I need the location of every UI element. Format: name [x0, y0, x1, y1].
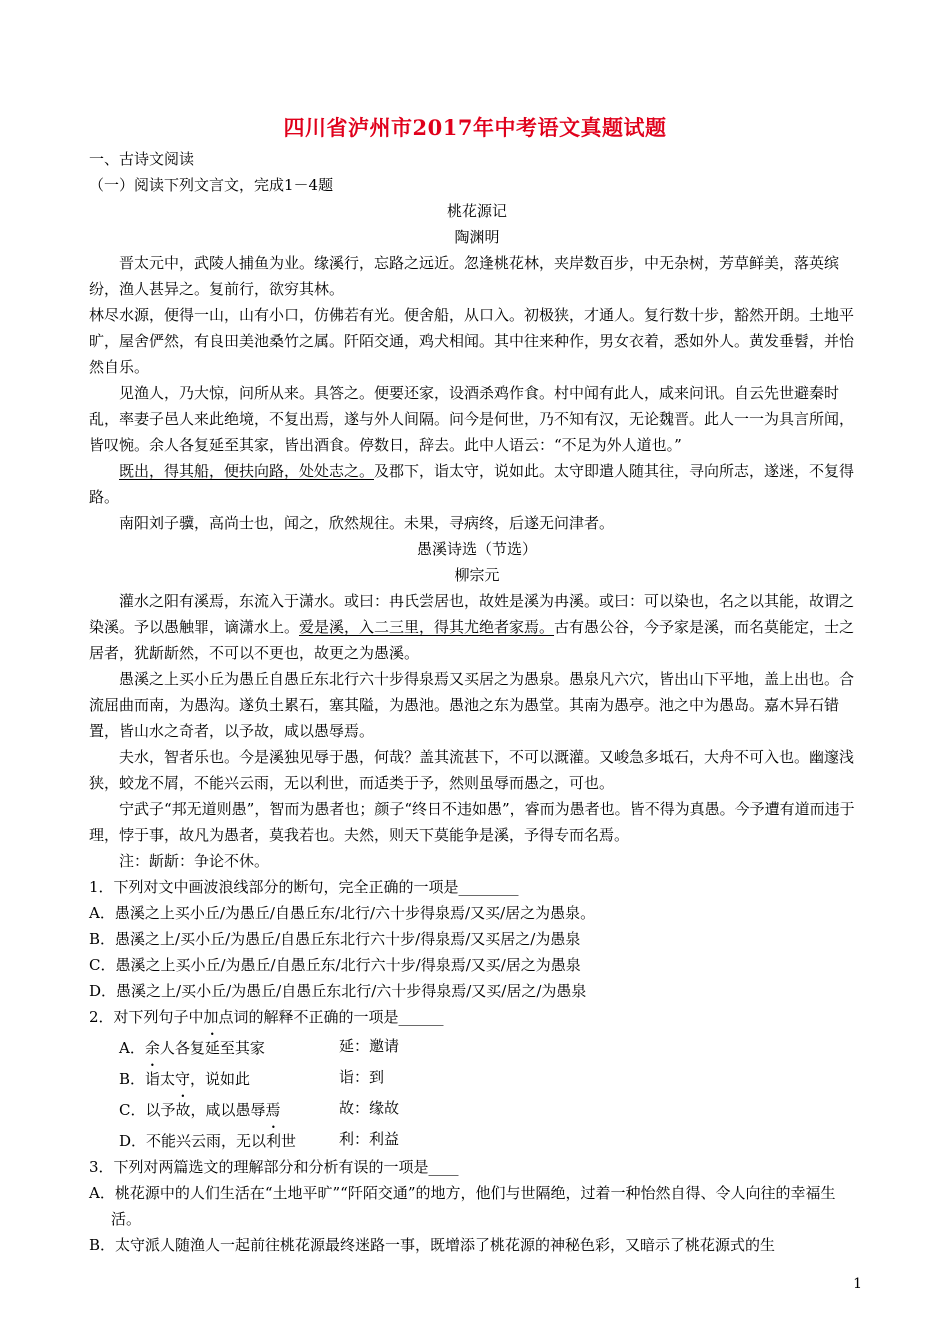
- text1-paragraph: 林尽水源，便得一山，山有小口，仿佛若有光。便舍船，从口入。初极狭，才通人。复行数十步，豁然开朗。土地平旷，屋舍俨然，有良田美池桑竹之属。阡陌交通，鸡犬相闻。其中往来种作，男女衣着，悉如外人。黄发垂髫，并怡然自乐。: [89, 306, 855, 376]
- question-2-stem: 2．对下列句子中加点词的解释不正确的一项是______: [89, 1008, 444, 1026]
- text-part: D．不能兴云雨，无以: [119, 1132, 267, 1150]
- page-number: 1: [853, 1276, 862, 1292]
- text2-title: 愚溪诗选（节选）: [416, 540, 537, 558]
- sentence: 古有愚公谷，今予家是溪，而名莫能定，士之居者，犹龂龂然，不可以不更也，故更之为愚溪。: [89, 618, 855, 662]
- text1-title: 桃花源记: [446, 202, 507, 220]
- text2-paragraph: 宁武子“邦无道则愚”，智而为愚者也；颜子“终日不违如愚”，睿而为愚者也。皆不得为真愚。今予遭有道而违于理，悖于事，故凡为愚者，莫我若也。夫然，则天下莫能争是溪，予得专而名焉。: [89, 800, 855, 844]
- section-heading: 一、古诗文阅读: [89, 150, 195, 168]
- text-part: 至其家: [219, 1039, 265, 1057]
- document-body: [89, 146, 865, 1258]
- dotted-word: 利: [266, 1132, 282, 1150]
- text1-paragraph: 南阳刘子骥，高尚士也，闻之，欣然规往。未果，寻病终，后遂无问津者。: [119, 514, 615, 532]
- question-1-option-d: D．愚溪之上/买小丘/为愚丘/自愚丘东北行/六十步得泉焉/又买/居之/为愚泉: [89, 982, 587, 1000]
- option-sentence: [119, 1092, 339, 1123]
- sentence: 及郡下，诣太守，说如此。太守即遣人随其往，寻向所志，遂迷，不复得路。: [89, 462, 855, 506]
- page-title: 四川省泸州市2017年中考语文真题试题: [283, 115, 667, 140]
- text2-paragraph: 愚溪之上买小丘为愚丘自愚丘东北行六十步得泉焉又买居之为愚泉。愚泉凡六穴，皆出山下平地，盖上出也。合流屈曲而南，为愚沟。遂负土累石，塞其隘，为愚池。愚池之东为愚堂。其南为愚亭。池之中为愚岛。嘉木异石错置，皆山水之奇者，以予故，咸以愚辱焉。: [89, 670, 855, 740]
- text1-paragraph: 见渔人，乃大惊，问所从来。具答之。便要还家，设酒杀鸡作食。村中闻有此人，咸来问讯。自云先世避秦时乱，率妻子邑人来此绝境，不复出焉，遂与外人间隔。问今是何世，乃不知有汉，无论魏晋。此人一一为具言所闻，皆叹惋。余人各复延至其家，皆出酒食。停数日，辞去。此中人语云：“不足为外人道也。”: [89, 384, 855, 454]
- question-1-option-b: B．愚溪之上/买小丘/为愚丘/自愚丘东北行六十步/得泉焉/又买居之/为愚泉: [89, 930, 581, 948]
- text-part: B．: [119, 1070, 146, 1088]
- dotted-word: 延: [204, 1039, 220, 1057]
- option-explanation: 利：利益: [339, 1129, 400, 1148]
- question-3-option-a: A．桃花源中的人们生活在“土地平旷”“阡陌交通”的地方，他们与世隔绝，过着一种怡然自得、令人向往的幸福生活。: [89, 1184, 836, 1228]
- dotted-word: 故: [175, 1101, 191, 1119]
- text1-author: 陶渊明: [454, 228, 500, 246]
- underlined-sentence: 爱是溪，入二三里，得其尤绝者家焉。: [299, 618, 555, 636]
- sentence: 灌水之阳有溪焉，东流入于潇水。或曰：冉氏尝居也，故姓是溪为冉溪。或曰：可以染也，名之以其能，故谓之染溪。予以愚触罪，谪潇水上。: [89, 592, 855, 636]
- option-explanation: 故：缘故: [339, 1098, 400, 1117]
- dotted-word: 诣: [145, 1070, 161, 1088]
- part-heading: （一）阅读下列文言文，完成1－4题: [89, 176, 334, 194]
- underlined-sentence: 既出，得其船，便扶向路，处处志之。: [119, 462, 375, 480]
- question-1-option-c: C．愚溪之上买小丘/为愚丘/自愚丘东/北行六十步/得泉焉/又买/居之为愚泉: [89, 956, 581, 974]
- question-3-stem: 3．下列对两篇选文的理解部分和分析有误的一项是____: [89, 1158, 459, 1176]
- question-2-option-b: [119, 1061, 865, 1092]
- option-sentence: [119, 1123, 339, 1154]
- option-sentence: [119, 1030, 339, 1061]
- text-part: ，咸以愚辱焉: [190, 1101, 281, 1119]
- text-part: C．以予: [119, 1101, 176, 1119]
- question-1-option-a: A．愚溪之上买小丘/为愚丘/自愚丘东/北行/六十步得泉焉/又买/居之为愚泉。: [89, 904, 596, 922]
- text2-paragraph: [89, 588, 865, 666]
- annotation-note: 注：龂龂：争论不休。: [119, 852, 270, 870]
- option-sentence: [119, 1061, 339, 1092]
- question-2-option-c: [119, 1092, 865, 1123]
- text2-paragraph: 夫水，智者乐也。今是溪独见辱于愚，何哉？盖其流甚下，不可以溉灌。又峻急多坻石，大舟不可入也。幽邃浅狭，蛟龙不屑，不能兴云雨，无以利世，而适类于予，然则虽辱而愚之，可也。: [89, 748, 855, 792]
- question-3-option-b: B．太守派人随渔人一起前往桃花源最终迷路一事，既增添了桃花源的神秘色彩，又暗示了桃花源式的生: [89, 1236, 776, 1254]
- question-2-option-a: [119, 1030, 865, 1061]
- text-part: 太守，说如此: [160, 1070, 251, 1088]
- text2-author: 柳宗元: [454, 566, 500, 584]
- text-part: A．余人各复: [119, 1039, 205, 1057]
- option-explanation: 诣：到: [339, 1067, 385, 1086]
- question-2-option-d: [119, 1123, 865, 1154]
- question-1-stem: 1．下列对文中画波浪线部分的断句，完全正确的一项是________: [89, 878, 519, 896]
- text1-paragraph: [89, 458, 865, 510]
- option-explanation: 延：邀请: [339, 1036, 400, 1055]
- text-part: 世: [281, 1132, 297, 1150]
- text1-paragraph: 晋太元中，武陵人捕鱼为业。缘溪行，忘路之远近。忽逢桃花林，夹岸数百步，中无杂树，芳草鲜美，落英缤纷，渔人甚异之。复前行，欲穷其林。: [89, 254, 840, 298]
